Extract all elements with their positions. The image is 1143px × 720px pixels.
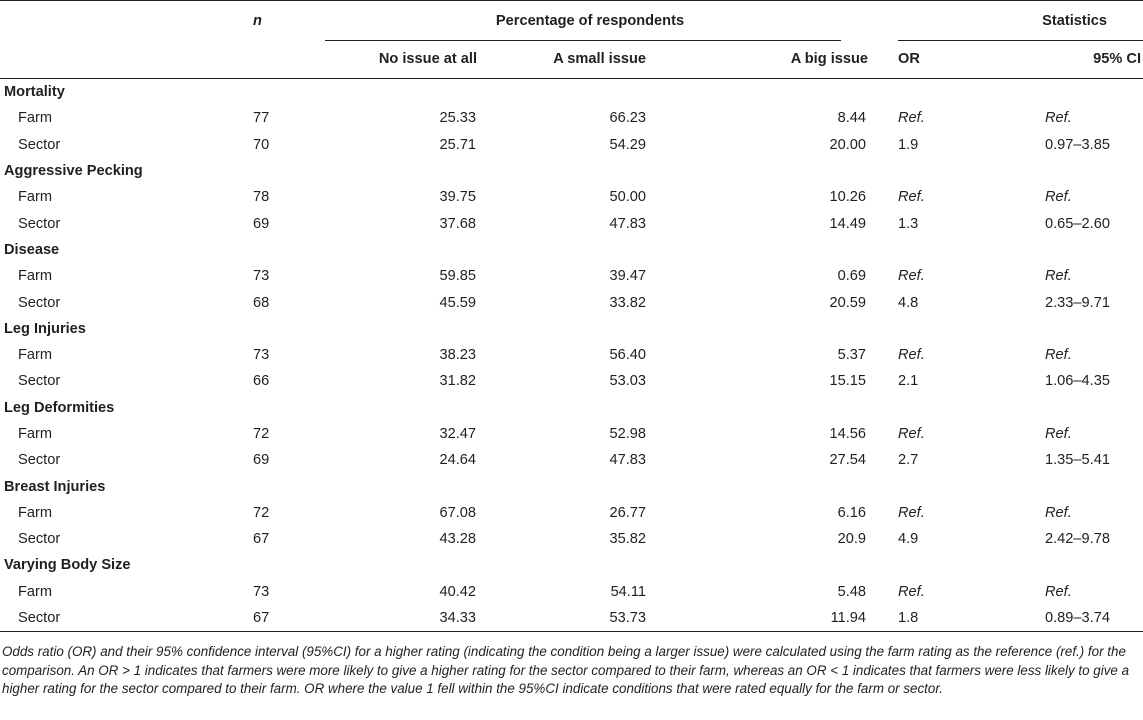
cell-small-issue: 54.29: [609, 136, 646, 153]
cell-n: 68: [253, 294, 270, 311]
cell-big-issue: 11.94: [670, 605, 870, 632]
table-row-farm: [0, 579, 1143, 605]
cell-small-issue: 39.47: [609, 268, 646, 285]
row-label: Sector: [18, 136, 61, 153]
cell-n: 73: [253, 268, 270, 285]
cell-n: 73: [253, 347, 270, 364]
section-row: [0, 552, 1143, 578]
cell-or: 1.8: [870, 605, 980, 632]
section-title: Disease: [4, 241, 60, 258]
cell-n: 67: [205, 605, 300, 632]
cell-small-issue: 53.73: [480, 605, 670, 632]
row-label: Farm: [18, 189, 53, 206]
row-label: Farm: [18, 504, 53, 521]
row-label: Sector: [0, 605, 205, 632]
section-row: [0, 237, 1143, 263]
cell-ci: 1.06–4.35: [1045, 373, 1110, 390]
cell-no-issue: 39.75: [439, 189, 476, 206]
section-row: [0, 158, 1143, 184]
row-label: Sector: [18, 215, 61, 232]
cell-big-issue: 10.26: [829, 189, 867, 206]
row-label: Farm: [18, 268, 53, 285]
table-row-sector: [0, 289, 1143, 315]
row-label: Farm: [18, 110, 53, 127]
cell-no-issue: 24.64: [439, 452, 476, 469]
cell-or: Ref.: [898, 268, 925, 285]
cell-ci: 2.42–9.78: [1045, 531, 1110, 548]
cell-n: 72: [253, 504, 270, 521]
row-label: Sector: [18, 373, 61, 390]
header-empty-3: [205, 41, 300, 79]
cell-big-issue: 14.49: [829, 215, 867, 232]
table-row-sector: [0, 447, 1143, 473]
cell-small-issue: 35.82: [609, 531, 646, 548]
cell-ci: Ref.: [1045, 189, 1072, 206]
cell-or: Ref.: [898, 426, 925, 442]
cell-big-issue: 20.9: [837, 531, 867, 548]
cell-no-issue: 31.82: [439, 373, 476, 390]
cell-no-issue: 40.42: [439, 583, 476, 600]
table-row-sector: [0, 132, 1143, 158]
table-row-farm: [0, 500, 1143, 526]
cell-big-issue: 27.54: [829, 452, 867, 469]
header-empty-2: [0, 41, 205, 79]
cell-no-issue: 67.08: [439, 504, 476, 521]
section-title: Mortality: [4, 84, 65, 101]
section-title: Breast Injuries: [4, 478, 106, 495]
table-row-farm: [0, 184, 1143, 210]
cell-no-issue: 37.68: [439, 215, 476, 232]
cell-small-issue: 50.00: [609, 189, 646, 206]
cell-small-issue: 56.40: [609, 347, 646, 364]
percentage-group-label: Percentage of respondents: [495, 12, 685, 29]
cell-or: 2.1: [898, 373, 919, 390]
cell-small-issue: 53.03: [609, 373, 646, 390]
cell-or: 1.3: [898, 215, 919, 232]
statistics-group-rule: [898, 40, 1143, 41]
cell-or: 1.9: [898, 136, 919, 153]
n-header: n: [205, 1, 300, 41]
row-label: Sector: [18, 531, 61, 548]
row-label: Farm: [18, 426, 53, 442]
cell-ci: Ref.: [1045, 583, 1072, 600]
cell-small-issue: 52.98: [609, 426, 646, 442]
table-row-farm: [0, 263, 1143, 289]
cell-ci: 0.65–2.60: [1045, 215, 1110, 232]
cell-n: 69: [253, 215, 270, 232]
cell-big-issue: 8.44: [837, 110, 867, 127]
row-label: Sector: [18, 294, 61, 311]
cell-or: Ref.: [898, 189, 925, 206]
statistics-group-label: Statistics: [1042, 12, 1108, 29]
section-row: [0, 473, 1143, 499]
cell-big-issue: 20.59: [829, 294, 867, 311]
cell-small-issue: 54.11: [610, 583, 646, 600]
table-row-sector: [0, 526, 1143, 552]
section-row: [0, 79, 1143, 106]
cell-big-issue: 0.69: [837, 268, 867, 285]
cell-ci: 1.35–5.41: [1045, 452, 1110, 469]
cell-small-issue: 47.83: [609, 452, 646, 469]
cell-n: 78: [253, 189, 270, 206]
cell-no-issue: 38.23: [439, 347, 476, 364]
cell-big-issue: 5.37: [837, 347, 867, 364]
cell-small-issue: 66.23: [609, 110, 646, 127]
cell-n: 77: [253, 110, 270, 127]
cell-n: 70: [253, 136, 270, 153]
cell-no-issue: 34.33: [300, 605, 480, 632]
cell-small-issue: 47.83: [609, 215, 646, 232]
table-row-farm: [0, 342, 1143, 368]
cell-or: Ref.: [898, 504, 925, 521]
cell-n: 66: [253, 373, 270, 390]
section-title: Varying Body Size: [4, 557, 131, 574]
cell-or: Ref.: [898, 583, 925, 600]
section-row: [0, 316, 1143, 342]
cell-or: 2.7: [898, 452, 919, 469]
cell-ci: 0.89–3.74: [980, 605, 1143, 632]
cell-ci: Ref.: [1045, 110, 1072, 127]
cell-no-issue: 59.85: [439, 268, 476, 285]
cell-n: 73: [253, 583, 270, 600]
cell-big-issue: 5.48: [837, 583, 867, 600]
cell-ci: Ref.: [1045, 347, 1072, 364]
cell-big-issue: 6.16: [837, 504, 867, 521]
cell-no-issue: 25.33: [439, 110, 476, 127]
table-footnote: Odds ratio (OR) and their 95% confidence interval (95%CI) for a higher rating (indicating the condition being a larger issue) were calculated using the farm rating as the reference (ref.) for the comparison. An OR > 1 indicates that farmers were more likely to give a higher rating for the sector compared to their farm, whereas an OR < 1 indicates that farmers were less likely to give a higher rating for the sector compared to their farm. OR where the value 1 fell within the 95%CI indicate conditions that were rated equally for the farm or sector.: [2, 644, 1130, 697]
cell-n: 69: [253, 452, 270, 469]
cell-big-issue: 20.00: [829, 136, 867, 153]
header-row-1: [0, 1, 1143, 41]
cell-or: 4.9: [898, 531, 919, 548]
cell-no-issue: 25.71: [439, 136, 476, 153]
row-label: Sector: [18, 452, 61, 469]
row-label: Farm: [18, 583, 53, 600]
table-row-farm: [0, 421, 1143, 447]
cell-or: Ref.: [898, 347, 925, 364]
section-title: Aggressive Pecking: [4, 163, 143, 180]
header-empty: [0, 1, 205, 41]
cell-ci: 2.33–9.71: [1045, 294, 1110, 311]
header-row-2: [0, 41, 1143, 79]
cell-or: 4.8: [898, 294, 919, 311]
cell-ci: Ref.: [1045, 268, 1072, 285]
cell-big-issue: 15.15: [829, 373, 867, 390]
cell-n: 67: [253, 531, 270, 548]
percentage-group-rule: [325, 40, 841, 41]
cell-no-issue: 45.59: [439, 294, 476, 311]
section-row: [0, 395, 1143, 421]
cell-ci: 0.97–3.85: [1045, 136, 1110, 153]
percentage-group-header: [300, 1, 870, 41]
cell-or: Ref.: [898, 110, 925, 127]
table-body: [0, 79, 1143, 632]
col-small-issue: A small issue: [480, 41, 670, 79]
cell-no-issue: 43.28: [439, 531, 476, 548]
col-or: OR: [870, 41, 980, 79]
statistics-group-header: [870, 1, 1143, 41]
cell-ci: Ref.: [1045, 426, 1072, 442]
table-row-sector: [0, 605, 1143, 632]
row-label: Farm: [18, 347, 53, 364]
col-big-issue: A big issue: [670, 41, 870, 79]
cell-n: 72: [253, 426, 270, 442]
col-ci: 95% CI: [980, 41, 1143, 79]
cell-no-issue: 32.47: [439, 426, 476, 442]
cell-small-issue: 33.82: [609, 294, 646, 311]
table-row-sector: [0, 368, 1143, 394]
cell-ci: Ref.: [1045, 504, 1072, 521]
table-row-farm: [0, 105, 1143, 131]
section-title: Leg Deformities: [4, 399, 115, 416]
table-row-sector: [0, 210, 1143, 236]
cell-small-issue: 26.77: [609, 504, 646, 521]
col-no-issue: No issue at all: [300, 41, 480, 79]
section-title: Leg Injuries: [4, 320, 86, 337]
cell-big-issue: 14.56: [829, 426, 867, 442]
